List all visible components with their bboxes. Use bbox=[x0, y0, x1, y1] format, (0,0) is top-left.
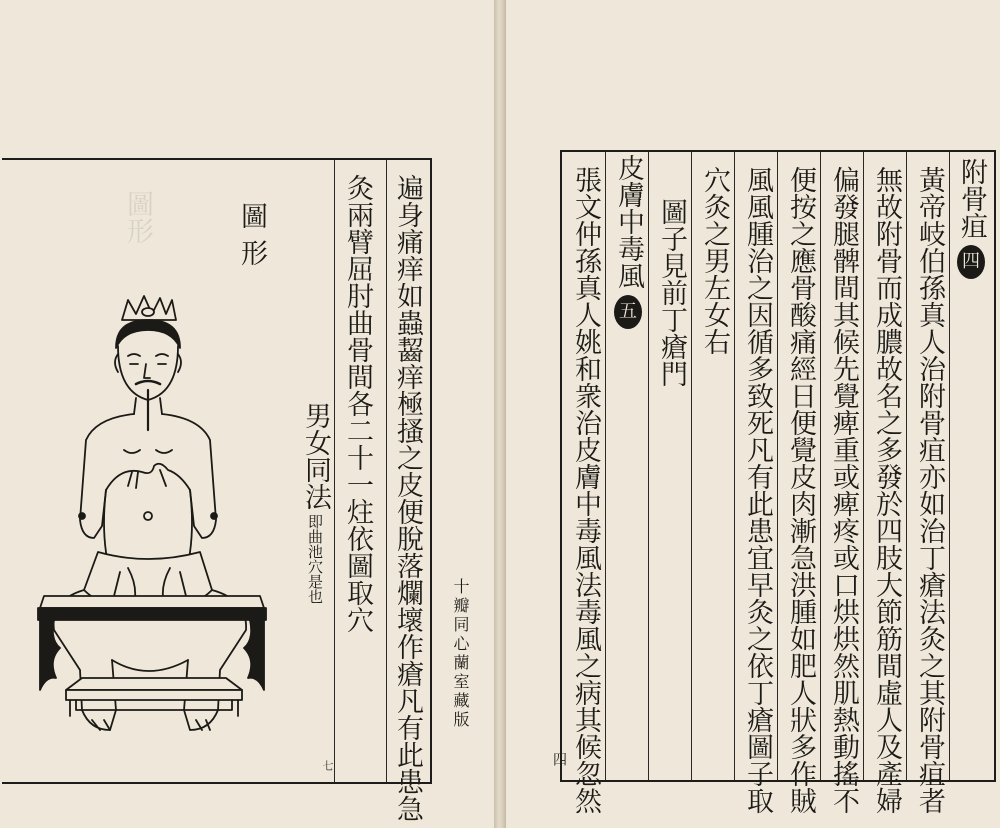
right-text-column-4: 便按之應骨酸痛經日便覺皮肉漸急洪腫如肥人狀多作賊 bbox=[785, 166, 816, 814]
right-text-column-2: 無故附骨而成膿故名之多發於四肢大節筋間虛人及產婦 bbox=[871, 166, 902, 814]
column-rule bbox=[820, 152, 821, 780]
book-gutter bbox=[494, 0, 506, 828]
bleed-through-text: 圖形 bbox=[122, 190, 153, 244]
seated-figure-illustration bbox=[20, 290, 310, 760]
column-rule bbox=[605, 152, 606, 780]
left-page bbox=[0, 0, 494, 828]
printer-imprint: 十瓣同心蘭室藏版 bbox=[451, 578, 470, 730]
right-text-column-5: 風風腫治之因循多致死凡有此患宜早灸之依丁瘡圖子取 bbox=[742, 166, 773, 814]
column-rule bbox=[863, 152, 864, 780]
column-rule bbox=[734, 152, 735, 780]
right-text-column-1: 黃帝岐伯孫真人治附骨疽亦如治丁瘡法灸之其附骨疽者 bbox=[914, 166, 945, 814]
right-text-column-7: 圖子見前丁瘡門 bbox=[656, 198, 687, 387]
tiny-mark: 七 bbox=[321, 760, 334, 771]
left-page-frame bbox=[2, 158, 432, 822]
section-5-number-badge: 五 bbox=[614, 295, 642, 329]
printer-strip bbox=[434, 160, 492, 780]
section-4-number-badge: 四 bbox=[957, 245, 985, 279]
section-5-title: 皮膚中毒風 bbox=[613, 154, 644, 289]
section-4-title: 附骨疽 bbox=[956, 158, 987, 239]
page-number: 四 bbox=[551, 752, 567, 766]
left-text-column-1: 遍身痛痒如蟲齧痒極搔之皮便脫落爛壞作瘡凡有此患急 bbox=[392, 174, 423, 822]
left-text-column-2: 灸兩臂屈肘曲骨間各二十一炷依圖取穴 bbox=[342, 174, 373, 633]
column-rule bbox=[334, 160, 335, 782]
right-text-column-3: 偏發腿髀間其候先覺痺重或痺疼或口烘烘然肌熱動搖不 bbox=[828, 166, 859, 814]
column-rule bbox=[648, 152, 649, 780]
column-rule bbox=[949, 152, 950, 780]
column-rule bbox=[386, 160, 387, 782]
figure-title: 圖形 bbox=[236, 202, 267, 276]
column-rule bbox=[906, 152, 907, 780]
section-4-heading bbox=[954, 158, 988, 285]
right-text-column-8: 張文仲孫真人姚和衆治皮膚中毒風法毒風之病其候忽然 bbox=[570, 166, 601, 814]
annotation-note: 即曲池穴是也 bbox=[306, 514, 324, 604]
column-rule bbox=[691, 152, 692, 780]
section-5-heading bbox=[611, 154, 645, 335]
column-rule bbox=[777, 152, 778, 780]
right-page-frame bbox=[560, 150, 996, 814]
right-text-column-6: 穴灸之男左女右 bbox=[699, 166, 730, 355]
right-page bbox=[506, 0, 1000, 828]
left-text-column-3: 男女同法 bbox=[300, 402, 331, 510]
